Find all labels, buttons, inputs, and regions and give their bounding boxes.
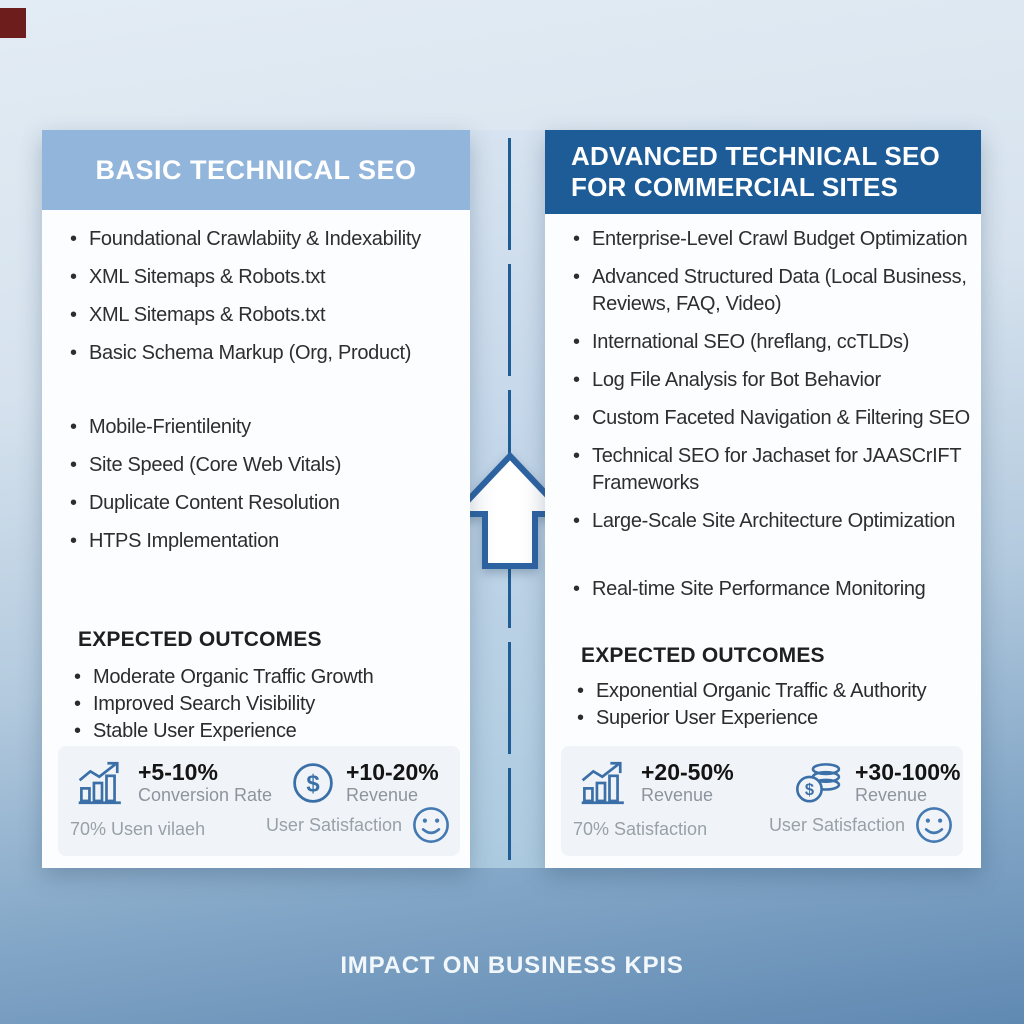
bullet-icon: •: [573, 266, 580, 288]
bottom-title: IMPACT ON BUSINESS KPIS: [340, 952, 684, 979]
advanced-stats-box: [561, 746, 963, 856]
bullet-icon: •: [70, 454, 77, 476]
list-item: • Large-Scale Site Architecture Optimization: [572, 508, 973, 535]
advanced-outcomes-title: EXPECTED OUTCOMES: [581, 644, 825, 667]
basic-feature-list-2: [42, 414, 470, 566]
growth-chart-icon: [579, 760, 631, 806]
basic-seo-title: BASIC TECHNICAL SEO: [95, 154, 417, 185]
list-item: • XML Sitemaps & Robots.txt: [69, 264, 462, 291]
basic-outcomes-list: [42, 664, 470, 745]
bullet-icon: •: [577, 680, 584, 702]
footnote-text: User Satisfaction: [265, 814, 402, 835]
stat-label: Revenue: [641, 785, 714, 805]
list-item: • Log File Analysis for Bot Behavior: [572, 367, 973, 394]
list-item: • Mobile-Frientilenity: [69, 414, 462, 441]
list-item: • XML Sitemaps & Robots.txt: [69, 302, 462, 329]
smiley-face-icon: [410, 804, 452, 846]
bullet-icon: •: [573, 369, 580, 391]
stat-value: +5-10%: [138, 759, 218, 785]
list-item: • Superior User Experience: [576, 705, 973, 732]
bullet-icon: •: [573, 510, 580, 532]
bullet-icon: •: [573, 445, 580, 467]
bullet-icon: •: [573, 228, 580, 250]
list-item: • Moderate Organic Traffic Growth: [73, 664, 462, 691]
dollar-circle-icon: [290, 760, 336, 806]
bullet-icon: •: [74, 720, 81, 742]
list-item: • Site Speed (Core Web Vitals): [69, 452, 462, 479]
stat-label: Revenue: [855, 785, 928, 805]
bullet-icon: •: [577, 707, 584, 729]
stat-footnote-right: [266, 804, 452, 846]
stat-footnote-left: 70% Satisfaction: [573, 819, 708, 839]
list-item: • Advanced Structured Data (Local Business, Reviews, FAQ, Video): [573, 266, 967, 315]
list-item: • Basic Schema Markup (Org, Product): [69, 340, 462, 367]
footnote-text: User Satisfaction: [768, 814, 905, 835]
stat-value: +10-20%: [346, 759, 439, 785]
bullet-icon: •: [573, 578, 580, 600]
revenue-stat-1: [579, 759, 734, 806]
list-item: • Foundational Crawlabiity & Indexability: [69, 226, 462, 253]
bullet-icon: •: [70, 416, 77, 438]
basic-stats-box: [58, 746, 460, 856]
bullet-icon: •: [70, 266, 77, 288]
advanced-feature-list-late: [545, 576, 981, 614]
corner-red-square: [0, 8, 26, 38]
advanced-seo-title-line1: ADVANCED TECHNICAL SEO: [571, 140, 940, 171]
basic-seo-header: [42, 130, 470, 210]
bullet-icon: •: [70, 530, 77, 552]
list-item: • Duplicate Content Resolution: [69, 490, 462, 517]
coin-stack-icon: [793, 760, 845, 806]
list-item: • Technical SEO for Jachaset for JAASCrIFT Frameworks: [573, 445, 961, 494]
list-item: • Custom Faceted Navigation & Filtering SEO: [572, 405, 973, 432]
svg-text:$: $: [804, 780, 815, 799]
revenue-stat-2: [793, 759, 961, 806]
stat-label: Revenue: [346, 785, 419, 805]
stat-value: +30-100%: [855, 759, 961, 785]
list-item: • Improved Search Visibility: [73, 691, 462, 718]
advanced-seo-header: [545, 130, 981, 214]
advanced-seo-card: [545, 130, 981, 868]
stat-label: Conversion Rate: [138, 785, 273, 805]
basic-seo-card: [42, 130, 470, 868]
svg-text:$: $: [306, 769, 320, 797]
bullet-icon: •: [70, 492, 77, 514]
bullet-icon: •: [70, 342, 77, 364]
list-item: • HTPS Implementation: [69, 528, 462, 555]
advanced-feature-list: [545, 226, 981, 546]
bullet-icon: •: [70, 304, 77, 326]
bullet-icon: •: [573, 407, 580, 429]
bullet-icon: •: [74, 666, 81, 688]
list-item: • Stable User Experience: [73, 718, 462, 745]
advanced-seo-title-line2: FOR COMMERCIAL SITES: [571, 172, 899, 202]
bullet-icon: •: [573, 331, 580, 353]
advanced-outcomes-list: [545, 678, 981, 732]
list-item: • Exponential Organic Traffic & Authority: [576, 678, 973, 705]
basic-outcomes-title: EXPECTED OUTCOMES: [78, 628, 322, 651]
conversion-stat: [76, 759, 272, 806]
bullet-icon: •: [70, 228, 77, 250]
list-item: • Enterprise-Level Crawl Budget Optimization: [572, 226, 973, 253]
smiley-face-icon: [913, 804, 955, 846]
basic-feature-list-1: [42, 226, 470, 378]
stat-value: +20-50%: [641, 759, 734, 785]
revenue-stat: [290, 759, 439, 806]
bullet-icon: •: [74, 693, 81, 715]
list-item: • International SEO (hreflang, ccTLDs): [572, 329, 973, 356]
list-item: • Real-time Site Performance Monitoring: [572, 576, 973, 603]
stat-footnote-right: [769, 804, 955, 846]
stat-footnote-left: 70% Usen vilaeh: [70, 819, 206, 839]
growth-chart-icon: [76, 760, 128, 806]
